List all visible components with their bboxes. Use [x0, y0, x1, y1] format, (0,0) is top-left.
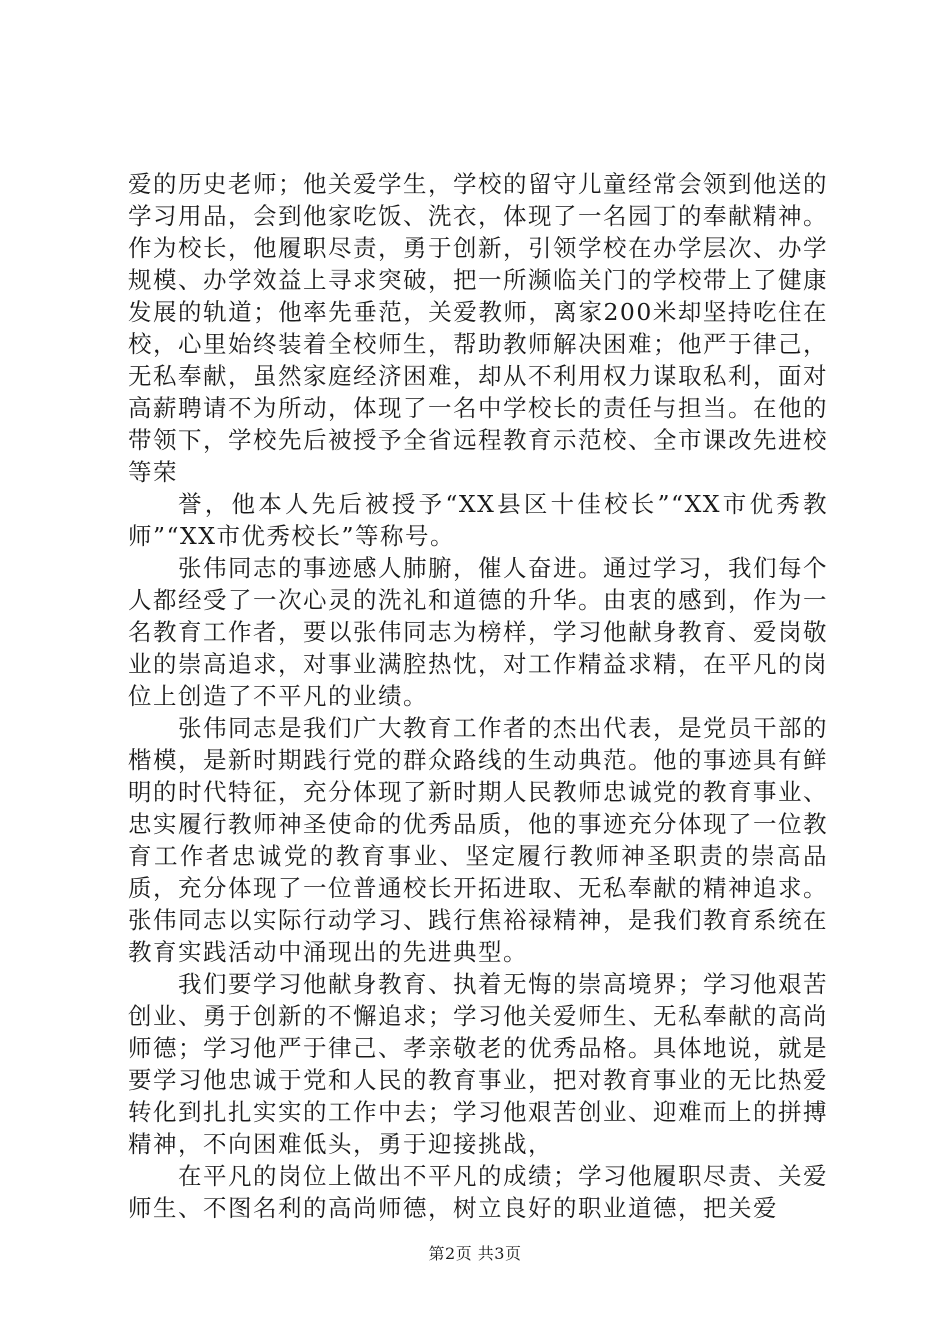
page-number-footer: 第2页 共3页 [428, 1244, 522, 1263]
paragraph-honors: 誉，他本人先后被授予“XX县区十佳校长”“XX市优秀教师”“XX市优秀校长”等称号。 [128, 490, 828, 550]
document-body [128, 168, 828, 1224]
paragraph-achievements: 在平凡的岗位上做出不平凡的成绩；学习他履职尽责、关爱师生、不图名利的高尚师德，树立良好的职业道德，把关爱 [128, 1162, 828, 1222]
paragraph-study-goals: 我们要学习他献身教育、执着无悔的崇高境界；学习他艰苦创业、勇于创新的不懈追求；学习他关爱师生、无私奉献的高尚师德；学习他严于律己、孝亲敬老的优秀品格。具体地说，就是要学习他忠诚于党和人民的教育事业，把对教育事业的无比热爱转化到扎扎实实的工作中去；学习他艰苦创业、迎难而上的拼搏精神，不向困难低头，勇于迎接挑战， [128, 970, 828, 1158]
paragraph-continued: 爱的历史老师；他关爱学生，学校的留守儿童经常会领到他送的学习用品，会到他家吃饭、洗衣，体现了一名园丁的奉献精神。作为校长，他履职尽责，勇于创新，引领学校在办学层次、办学规模、办学效益上寻求突破，把一所濒临关门的学校带上了健康发展的轨道；他率先垂范，关爱教师，离家200米却坚持吃住在校，心里始终装着全校师生，帮助教师解决困难；他严于律己，无私奉献，虽然家庭经济困难，却从不利用权力谋取私利，面对高薪聘请不为所动，体现了一名中学校长的责任与担当。在他的带领下，学校先后被授予全省远程教育示范校、全市课改先进校等荣 [128, 170, 828, 486]
paragraph-learning: 张伟同志的事迹感人肺腑，催人奋进。通过学习，我们每个人都经受了一次心灵的洗礼和道德的升华。由衷的感到，作为一名教育工作者，要以张伟同志为榜样，学习他献身教育、爱岗敬业的崇高追求，对事业满腔热忱，对工作精益求精，在平凡的岗位上创造了不平凡的业绩。 [128, 554, 828, 710]
paragraph-model: 张伟同志是我们广大教育工作者的杰出代表，是党员干部的楷模，是新时期践行党的群众路线的生动典范。他的事迹具有鲜明的时代特征，充分体现了新时期人民教师忠诚党的教育事业、忠实履行教师神圣使命的优秀品质，他的事迹充分体现了一位教育工作者忠诚党的教育事业、坚定履行教师神圣职责的崇高品质，充分体现了一位普通校长开拓进取、无私奉献的精神追求。张伟同志以实际行动学习、践行焦裕禄精神，是我们教育系统在教育实践活动中涌现出的先进典型。 [128, 714, 828, 966]
